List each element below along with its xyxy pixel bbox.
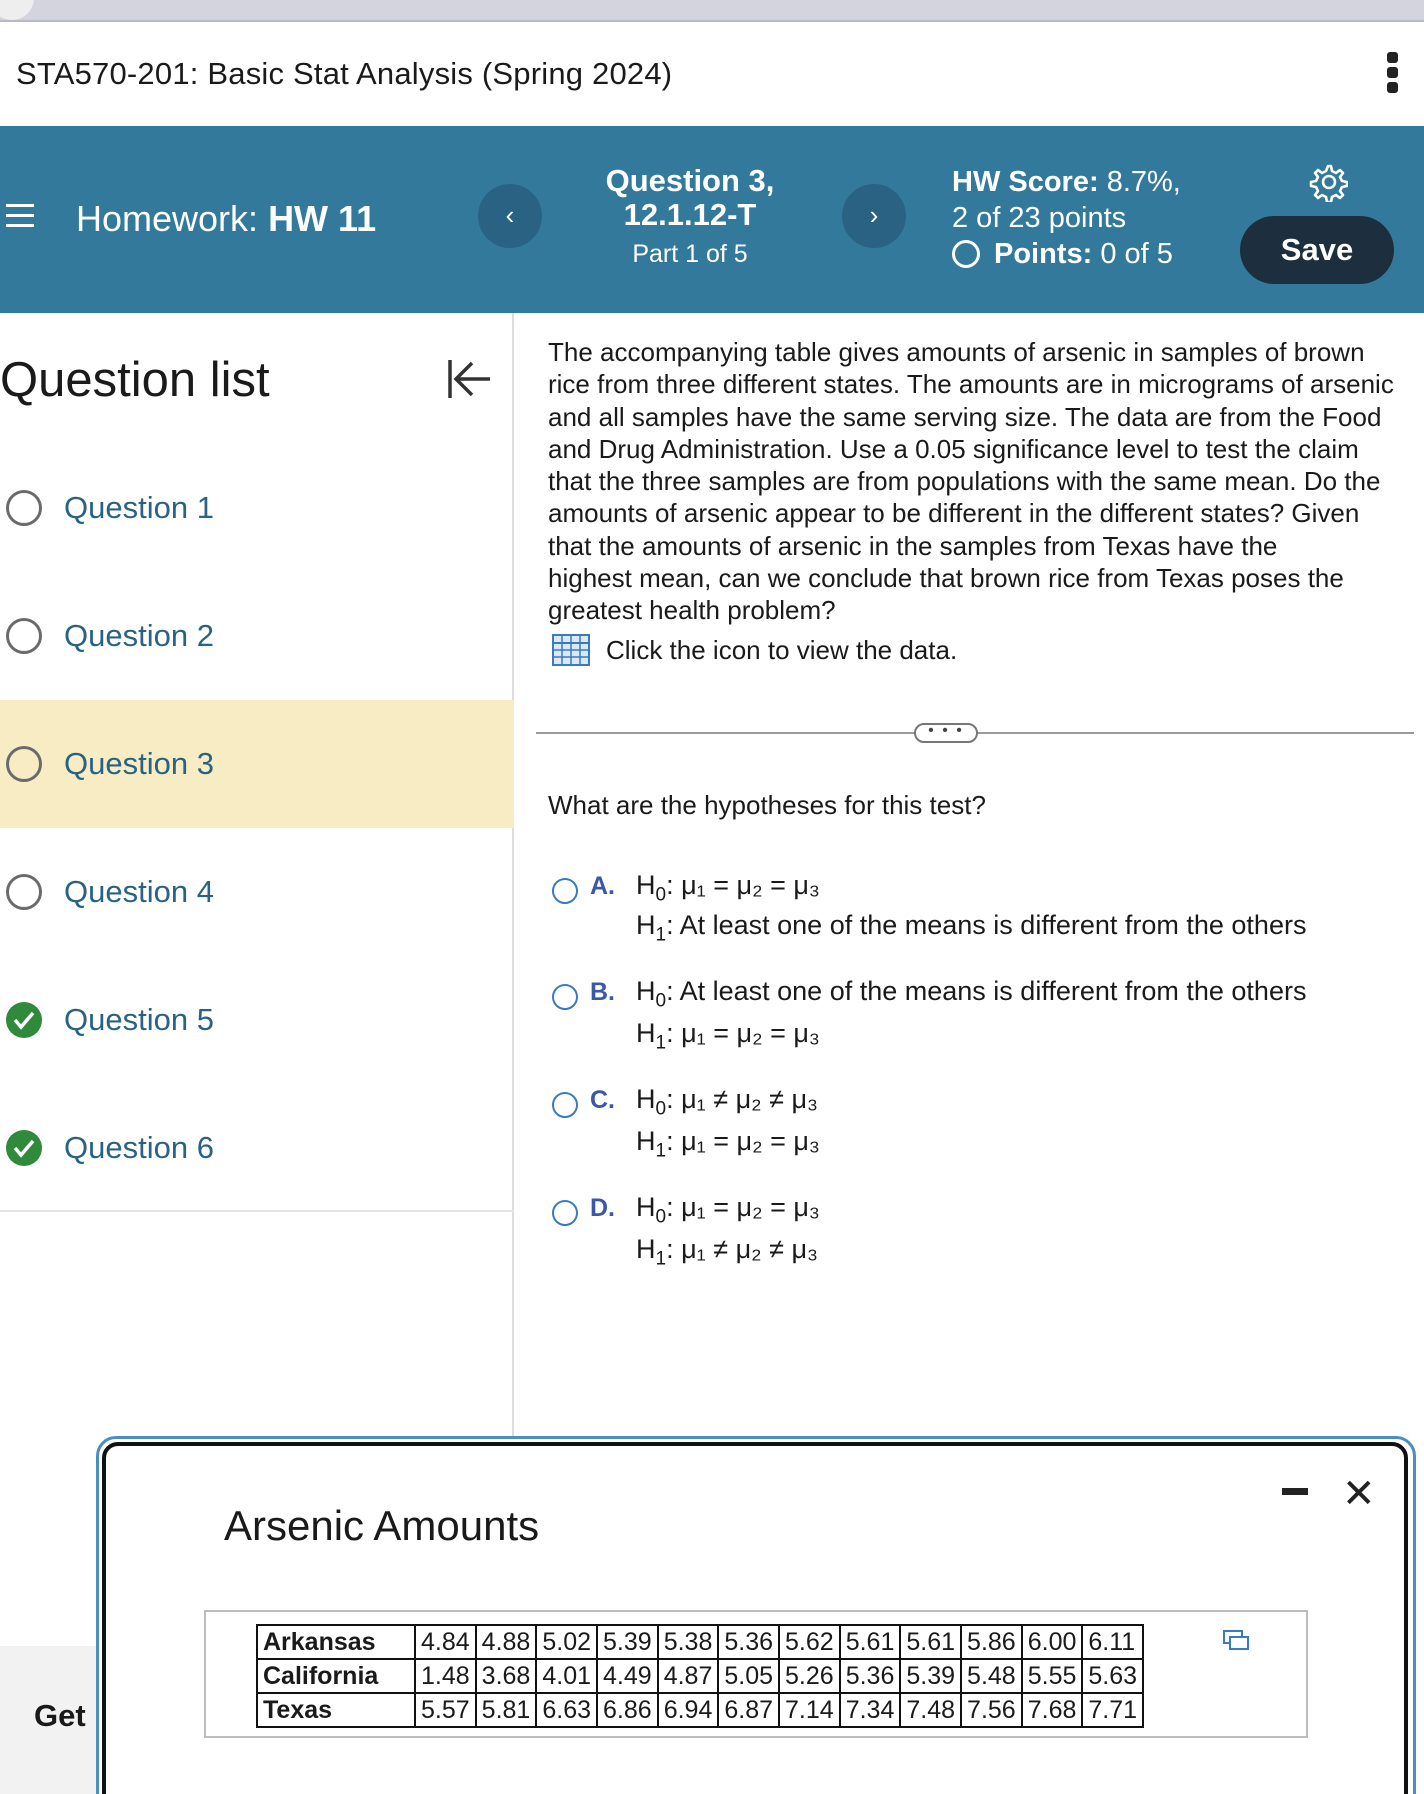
- table-value-cell: 4.88: [476, 1625, 537, 1659]
- browser-tab-circle: [0, 0, 34, 20]
- table-value-cell: 5.55: [1022, 1659, 1083, 1693]
- table-value-cell: 6.87: [718, 1693, 779, 1727]
- data-table-icon[interactable]: [552, 634, 590, 666]
- hw-score-label: HW Score:: [952, 166, 1099, 198]
- table-value-cell: 7.34: [840, 1693, 901, 1727]
- table-value-cell: 5.26: [779, 1659, 840, 1693]
- table-value-cell: 7.71: [1082, 1693, 1143, 1727]
- get-help-button[interactable]: Get: [34, 1698, 86, 1733]
- table-value-cell: 5.63: [1082, 1659, 1143, 1693]
- table-value-cell: 5.39: [900, 1659, 961, 1693]
- option-c-h1: $H_1$: μ₁ = μ₂ = μ₃: [636, 1126, 820, 1162]
- option-a-radio[interactable]: [552, 878, 578, 904]
- unanswered-circle-icon: [6, 746, 42, 782]
- question-list-title: Question list: [0, 353, 270, 407]
- question-list-item-1[interactable]: [0, 444, 514, 572]
- points-label: Points:: [994, 238, 1093, 270]
- table-value-cell: 4.84: [415, 1625, 476, 1659]
- expand-dots-button[interactable]: • • •: [914, 723, 978, 743]
- question-header: [560, 164, 820, 269]
- option-c-h0: $H_0$: μ₁ ≠ μ₂ ≠ μ₃: [636, 1084, 819, 1120]
- question-text-line: that the amounts of arsenic in the samples from Texas have the: [548, 530, 1278, 561]
- question-part: Part 1 of 5: [632, 240, 748, 268]
- question-list-divider: [0, 1210, 514, 1212]
- view-data-label[interactable]: Click the icon to view the data.: [606, 634, 958, 665]
- option-d-h0: $H_0$: μ₁ = μ₂ = μ₃: [636, 1192, 820, 1228]
- more-options-icon[interactable]: [1384, 52, 1400, 94]
- question-list-item-label: Question 6: [64, 1130, 214, 1165]
- question-list-item-label: Question 1: [64, 490, 214, 525]
- browser-top-strip: [0, 0, 1424, 22]
- checkmark-complete-icon: [6, 1002, 42, 1038]
- copy-table-icon[interactable]: [1222, 1628, 1250, 1654]
- question-list-item-label: Question 2: [64, 618, 214, 653]
- table-value-cell: 5.61: [840, 1625, 901, 1659]
- question-list-item-6[interactable]: [0, 1084, 514, 1212]
- table-state-cell: California: [257, 1659, 415, 1693]
- minimize-icon[interactable]: [1282, 1488, 1308, 1495]
- table-value-cell: 4.01: [536, 1659, 597, 1693]
- table-value-cell: 5.81: [476, 1693, 537, 1727]
- course-title: STA570-201: Basic Stat Analysis (Spring 2024): [16, 56, 673, 91]
- table-value-cell: 6.94: [658, 1693, 719, 1727]
- homework-name: HW 11: [268, 198, 377, 239]
- table-value-cell: 7.48: [900, 1693, 961, 1727]
- table-state-cell: Texas: [257, 1693, 415, 1727]
- table-value-cell: 6.11: [1082, 1625, 1143, 1659]
- table-value-cell: 6.00: [1022, 1625, 1083, 1659]
- collapse-panel-icon[interactable]: [444, 356, 494, 402]
- question-list-item-label: Question 3: [64, 746, 214, 781]
- question-list-item-4[interactable]: [0, 828, 514, 956]
- unanswered-circle-icon: [6, 874, 42, 910]
- score-block: [952, 164, 1181, 272]
- points-total: 2 of 23 points: [952, 202, 1127, 234]
- option-d-radio[interactable]: [552, 1200, 578, 1226]
- checkmark-complete-icon: [6, 1130, 42, 1166]
- table-row: [257, 1625, 1143, 1659]
- table-row: [257, 1659, 1143, 1693]
- question-text-line: highest mean, can we conclude that brown rice from Texas poses the: [548, 563, 1344, 594]
- option-b-h1: $H_1$: μ₁ = μ₂ = μ₃: [636, 1018, 820, 1054]
- table-row: [257, 1693, 1143, 1727]
- menu-icon[interactable]: [6, 204, 34, 228]
- table-value-cell: 7.68: [1022, 1693, 1083, 1727]
- option-b-radio[interactable]: [552, 984, 578, 1010]
- hw-score-value: 8.7%,: [1106, 166, 1181, 198]
- points-value: 0 of 5: [1100, 238, 1173, 270]
- question-list-item-2[interactable]: [0, 572, 514, 700]
- question-number: Question 3,: [605, 163, 775, 198]
- unanswered-circle-icon: [6, 618, 42, 654]
- table-value-cell: 5.61: [900, 1625, 961, 1659]
- table-value-cell: 6.63: [536, 1693, 597, 1727]
- arsenic-table: [256, 1624, 1144, 1728]
- question-text-line: The accompanying table gives amounts of arsenic in samples of brown: [548, 337, 1365, 367]
- question-text-line: and all samples have the same serving size. The data are from the Food: [548, 401, 1382, 432]
- question-text-line: greatest health problem?: [548, 595, 836, 626]
- close-icon[interactable]: ✕: [1342, 1472, 1376, 1516]
- table-value-cell: 1.48: [415, 1659, 476, 1693]
- question-list-item-3[interactable]: [0, 700, 514, 828]
- option-a-h0: $H_0$: μ₁ = μ₂ = μ₃: [636, 870, 820, 906]
- table-state-cell: Arkansas: [257, 1625, 415, 1659]
- option-b-letter: B.: [590, 978, 615, 1006]
- popup-title: Arsenic Amounts: [224, 1502, 540, 1549]
- question-list-item-5[interactable]: [0, 956, 514, 1084]
- next-question-button[interactable]: ›: [842, 184, 906, 248]
- option-c-radio[interactable]: [552, 1092, 578, 1118]
- view-data-link[interactable]: [552, 634, 957, 666]
- table-value-cell: 5.62: [779, 1625, 840, 1659]
- option-c-letter: C.: [590, 1086, 615, 1114]
- question-list-item-label: Question 4: [64, 874, 214, 909]
- table-value-cell: 4.87: [658, 1659, 719, 1693]
- table-value-cell: 5.48: [961, 1659, 1022, 1693]
- table-value-cell: 6.86: [597, 1693, 658, 1727]
- question-list-item-label: Question 5: [64, 1002, 214, 1037]
- option-a-h1: $H_1$: At least one of the means is different from the others: [636, 910, 1307, 946]
- question-text-line: amounts of arsenic appear to be different in the different states? Given: [548, 498, 1360, 529]
- points-status-icon: [952, 240, 980, 268]
- table-value-cell: 5.38: [658, 1625, 719, 1659]
- table-value-cell: 7.56: [961, 1693, 1022, 1727]
- table-value-cell: 5.39: [597, 1625, 658, 1659]
- table-value-cell: 5.86: [961, 1625, 1022, 1659]
- unanswered-circle-icon: [6, 490, 42, 526]
- table-value-cell: 5.36: [718, 1625, 779, 1659]
- table-value-cell: 5.36: [840, 1659, 901, 1693]
- question-text-line: that the three samples are from populations with the same mean. Do the: [548, 466, 1381, 497]
- homework-title: [76, 198, 376, 240]
- settings-gear-icon[interactable]: [1308, 162, 1348, 202]
- table-value-cell: 7.14: [779, 1693, 840, 1727]
- question-id: 12.1.12-T: [623, 197, 757, 232]
- question-text: [548, 336, 1408, 627]
- option-d-h1: $H_1$: μ₁ ≠ μ₂ ≠ μ₃: [636, 1234, 819, 1270]
- hypotheses-prompt: What are the hypotheses for this test?: [548, 790, 986, 820]
- question-text-line: rice from three different states. The amounts are in micrograms of arsenic: [548, 369, 1394, 400]
- option-a-letter: A.: [590, 872, 615, 900]
- previous-question-button[interactable]: ‹: [478, 184, 542, 248]
- table-value-cell: 5.05: [718, 1659, 779, 1693]
- table-value-cell: 4.49: [597, 1659, 658, 1693]
- table-value-cell: 5.02: [536, 1625, 597, 1659]
- table-value-cell: 5.57: [415, 1693, 476, 1727]
- option-b-h0: $H_0$: At least one of the means is different from the others: [636, 976, 1307, 1012]
- homework-prefix: Homework:: [76, 198, 259, 239]
- option-d-letter: D.: [590, 1194, 615, 1222]
- table-value-cell: 3.68: [476, 1659, 537, 1693]
- question-text-line: and Drug Administration. Use a 0.05 significance level to test the claim: [548, 433, 1359, 464]
- save-button[interactable]: Save: [1240, 216, 1394, 284]
